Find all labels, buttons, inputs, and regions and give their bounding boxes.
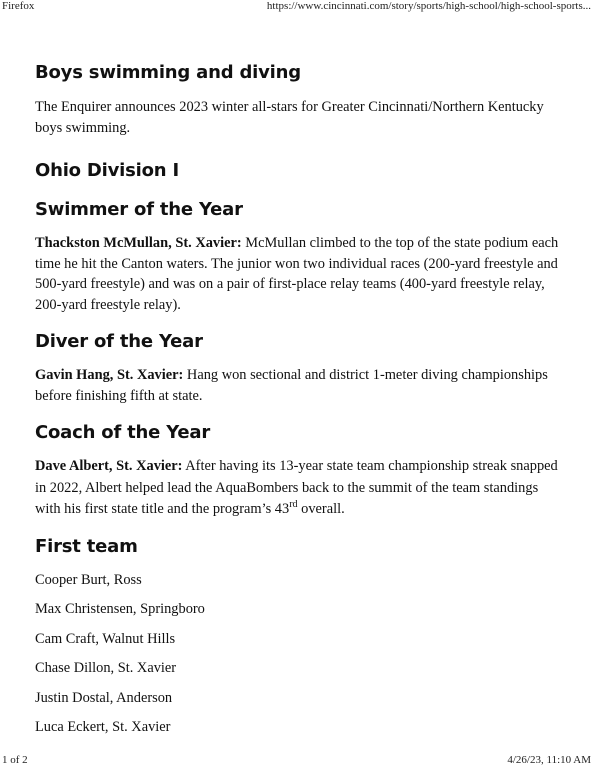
main-heading: Boys swimming and diving [35, 62, 301, 83]
print-footer [0, 754, 593, 768]
list-item: Max Christensen, Springboro [35, 601, 205, 618]
diver-of-year-paragraph [35, 365, 565, 406]
first-team-list [35, 570, 565, 738]
swimmer-name: Thackston McMullan, St. Xavier: [35, 235, 242, 251]
swimmer-of-year-paragraph [35, 233, 565, 315]
list-item: Luca Eckert, St. Xavier [35, 719, 171, 736]
print-header [0, 0, 593, 14]
page-url[interactable]: https://www.cincinnati.com/story/sports/high-school/high-school-sports... [266, 0, 591, 12]
swimmer-text: McMullan climbed to the top of the state podium each time he hit the Canton waters. The junior won two individual races (200-yard freestyle and 500-yard freestyle) and was on a pair of first-place relay teams (400-yard freestyle relay, 200-yard freestyle relay). [35, 235, 559, 313]
list-item: Chase Dillon, St. Xavier [35, 660, 177, 677]
first-team-heading: First team [35, 535, 138, 557]
coach-name: Dave Albert, St. Xavier: [35, 458, 183, 474]
division-heading: Ohio Division I [35, 160, 179, 181]
ordinal-suffix: rd [289, 499, 298, 511]
print-timestamp: 4/26/23, 11:10 AM [507, 754, 591, 766]
coach-text-end: overall. [301, 501, 345, 517]
list-item: Cooper Burt, Ross [35, 571, 142, 588]
browser-name: Firefox [2, 0, 35, 12]
diver-text: Hang won sectional and district 1-meter diving championships before finishing fifth at state. [35, 367, 548, 404]
list-item: Justin Dostal, Anderson [35, 689, 173, 706]
diver-of-year-heading: Diver of the Year [35, 331, 203, 352]
coach-of-year-heading: Coach of the Year [35, 422, 211, 443]
swimmer-of-year-heading: Swimmer of the Year [35, 199, 243, 220]
diver-name: Gavin Hang, St. Xavier: [35, 367, 184, 383]
coach-of-year-paragraph [35, 456, 565, 521]
intro-paragraph: The Enquirer announces 2023 winter all-stars for Greater Cincinnati/Northern Kentucky boys swimming. [35, 99, 544, 136]
article-body [35, 58, 565, 747]
list-item: Cam Craft, Walnut Hills [35, 630, 176, 647]
page-counter: 1 of 2 [2, 754, 28, 766]
coach-text: After having its 13-year state team championship streak snapped in 2022, Albert helped lead the AquaBombers back to the summit of the team standings with his first state title and the program’s 43 [35, 458, 558, 517]
